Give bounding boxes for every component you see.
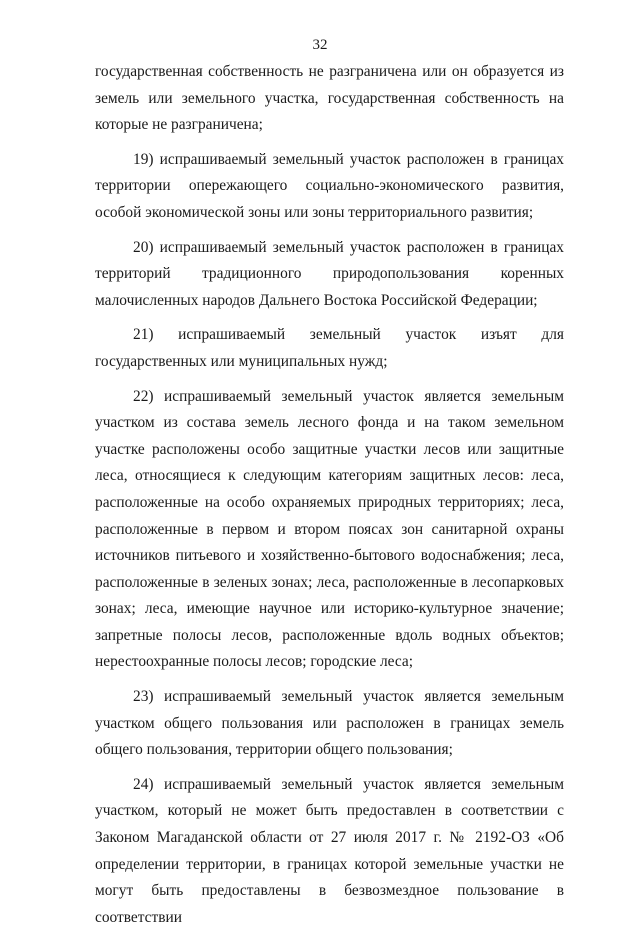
paragraph-item-19: 19) испрашиваемый земельный участок расположен в границах территории опережающего социально-экономического развития, особой экономической зоны или зоны территориального развития; (95, 150, 564, 221)
paragraph-item-22: 22) испрашиваемый земельный участок является земельным участком из состава земель лесного фонда и на таком земельном участке расположены особо защитные участки лесов или защитные леса, относящиеся к следующим категориям защитных лесов: леса, расположенные на особо охраняемых природных территориях; леса, расположенные в первом и втором поясах зон санитарной охраны источников питьевого и хозяйственно-бытового водоснабжения; леса, расположенные в зеленых зонах; леса, расположенные в лесопарковых зонах; леса, имеющие научное или историко-культурное значение; запретные полосы лесов, расположенные вдоль водных объектов; нерестоохранные полосы лесов; городские леса; (95, 387, 564, 671)
paragraph-item-21: 21) испрашиваемый земельный участок изъят для государственных или муниципальных нужд; (95, 326, 564, 370)
page-number: 32 (312, 37, 328, 53)
paragraph-item-20: 20) испрашиваемый земельный участок расположен в границах территорий традиционного природопользования коренных малочисленных народов Дальнего Востока Российской Федерации; (95, 238, 564, 309)
paragraph-continuation: государственная собственность не разграничена или он образуется из земель или земельного участка, государственная собственность на которые не разграничена; (95, 63, 564, 134)
document-body (95, 59, 564, 932)
paragraph-item-23: 23) испрашиваемый земельный участок является земельным участком общего пользования или расположен в границах земель общего пользования, территории общего пользования; (95, 688, 564, 759)
paragraph-item-24: 24) испрашиваемый земельный участок является земельным участком, который не может быть предоставлен в соответствии с Законом Магаданской области от 27 июля 2017 г. № 2192-ОЗ «Об определении территории, в границах которой земельные участки не могут быть предоставлены в безвозмездное пользование в соответствии (95, 775, 564, 926)
